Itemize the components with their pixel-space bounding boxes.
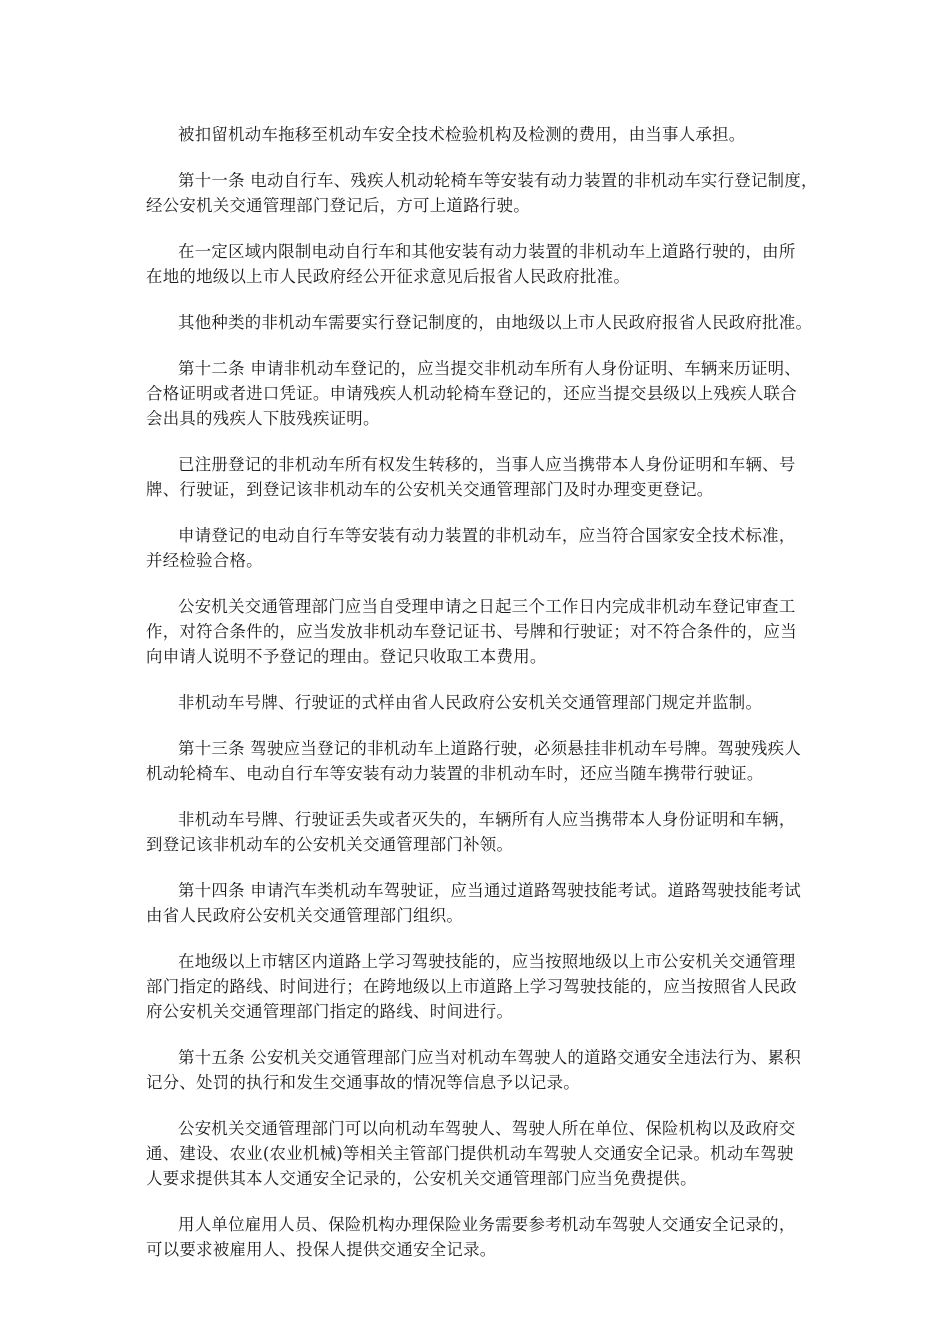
paragraph: [146, 594, 818, 669]
paragraph: [146, 878, 818, 928]
paragraph-first-line: 第十五条 公安机关交通管理部门应当对机动车驾驶人的道路交通安全违法行为、累积: [178, 1048, 802, 1067]
paragraph-line: 部门指定的路线、时间进行；在跨地级以上市道路上学习驾驶技能的，应当按照省人民政: [146, 977, 797, 996]
paragraph: [146, 523, 818, 573]
paragraph: [146, 949, 818, 1024]
paragraph-line: 合格证明或者进口凭证。申请残疾人机动轮椅车登记的，还应当提交县级以上残疾人联合: [146, 384, 797, 403]
paragraph: [146, 1045, 818, 1095]
paragraph-first-line: 第十四条 申请汽车类机动车驾驶证，应当通过道路驾驶技能考试。道路驾驶技能考试: [178, 881, 802, 900]
paragraph-line: 牌、行驶证，到登记该非机动车的公安机关交通管理部门及时办理变更登记。: [146, 480, 714, 499]
paragraph-first-line: 第十一条 电动自行车、残疾人机动轮椅车等安装有动力装置的非机动车实行登记制度，: [178, 171, 818, 190]
paragraph-line: 可以要求被雇用人、投保人提供交通安全记录。: [146, 1240, 497, 1259]
paragraph-first-line: 被扣留机动车拖移至机动车安全技术检验机构及检测的费用，由当事人承担。: [178, 125, 746, 144]
paragraph-line: 由省人民政府公安机关交通管理部门组织。: [146, 906, 464, 925]
paragraph-first-line: 第十二条 申请非机动车登记的，应当提交非机动车所有人身份证明、车辆来历证明、: [178, 359, 802, 378]
paragraph-line: 机动轮椅车、电动自行车等安装有动力装置的非机动车时，还应当随车携带行驶证。: [146, 764, 764, 783]
paragraph-first-line: 在一定区域内限制电动自行车和其他安装有动力装置的非机动车上道路行驶的，由所: [178, 242, 796, 261]
paragraph: [146, 1212, 818, 1262]
paragraph-line: 通、建设、农业(农业机械)等相关主管部门提供机动车驾驶人交通安全记录。机动车驾驶: [146, 1144, 794, 1163]
paragraph-first-line: 公安机关交通管理部门应当自受理申请之日起三个工作日内完成非机动车登记审查工: [178, 597, 796, 616]
paragraph: [146, 1116, 818, 1191]
document-body: [146, 122, 818, 1283]
paragraph-line: 到登记该非机动车的公安机关交通管理部门补领。: [146, 835, 514, 854]
paragraph-line: 在地的地级以上市人民政府经公开征求意见后报省人民政府批准。: [146, 267, 631, 286]
paragraph-first-line: 公安机关交通管理部门可以向机动车驾驶人、驾驶人所在单位、保险机构以及政府交: [178, 1119, 796, 1138]
paragraph-first-line: 非机动车号牌、行驶证丢失或者灭失的，车辆所有人应当携带本人身份证明和车辆，: [178, 810, 796, 829]
paragraph-line: 经公安机关交通管理部门登记后，方可上道路行驶。: [146, 196, 530, 215]
paragraph-line: 会出具的残疾人下肢残疾证明。: [146, 409, 380, 428]
paragraph-first-line: 用人单位雇用人员、保险机构办理保险业务需要参考机动车驾驶人交通安全记录的，: [178, 1215, 796, 1234]
paragraph-line: 记分、处罚的执行和发生交通事故的情况等信息予以记录。: [146, 1073, 580, 1092]
paragraph-first-line: 第十三条 驾驶应当登记的非机动车上道路行驶，必须悬挂非机动车号牌。驾驶残疾人: [178, 739, 802, 758]
paragraph-first-line: 非机动车号牌、行驶证的式样由省人民政府公安机关交通管理部门规定并监制。: [178, 693, 763, 712]
paragraph: [146, 168, 818, 218]
paragraph-first-line: 申请登记的电动自行车等安装有动力装置的非机动车，应当符合国家安全技术标准，: [178, 526, 796, 545]
paragraph-line: 府公安机关交通管理部门指定的路线、时间进行。: [146, 1002, 514, 1021]
paragraph-line: 作，对符合条件的，应当发放非机动车登记证书、号牌和行驶证；对不符合条件的，应当: [146, 622, 797, 641]
paragraph-line: 并经检验合格。: [146, 551, 263, 570]
paragraph-first-line: 其他种类的非机动车需要实行登记制度的，由地级以上市人民政府报省人民政府批准。: [178, 313, 813, 332]
paragraph-first-line: 在地级以上市辖区内道路上学习驾驶技能的，应当按照地级以上市公安机关交通管理: [178, 952, 796, 971]
paragraph: [146, 452, 818, 502]
paragraph: [146, 807, 818, 857]
paragraph: [146, 736, 818, 786]
paragraph-line: 人要求提供其本人交通安全记录的，公安机关交通管理部门应当免费提供。: [146, 1169, 697, 1188]
paragraph: [146, 690, 818, 715]
paragraph-first-line: 已注册登记的非机动车所有权发生转移的，当事人应当携带本人身份证明和车辆、号: [178, 455, 796, 474]
paragraph: [146, 310, 818, 335]
paragraph: [146, 239, 818, 289]
paragraph: [146, 356, 818, 431]
paragraph: [146, 122, 818, 147]
paragraph-line: 向申请人说明不予登记的理由。登记只收取工本费用。: [146, 647, 547, 666]
